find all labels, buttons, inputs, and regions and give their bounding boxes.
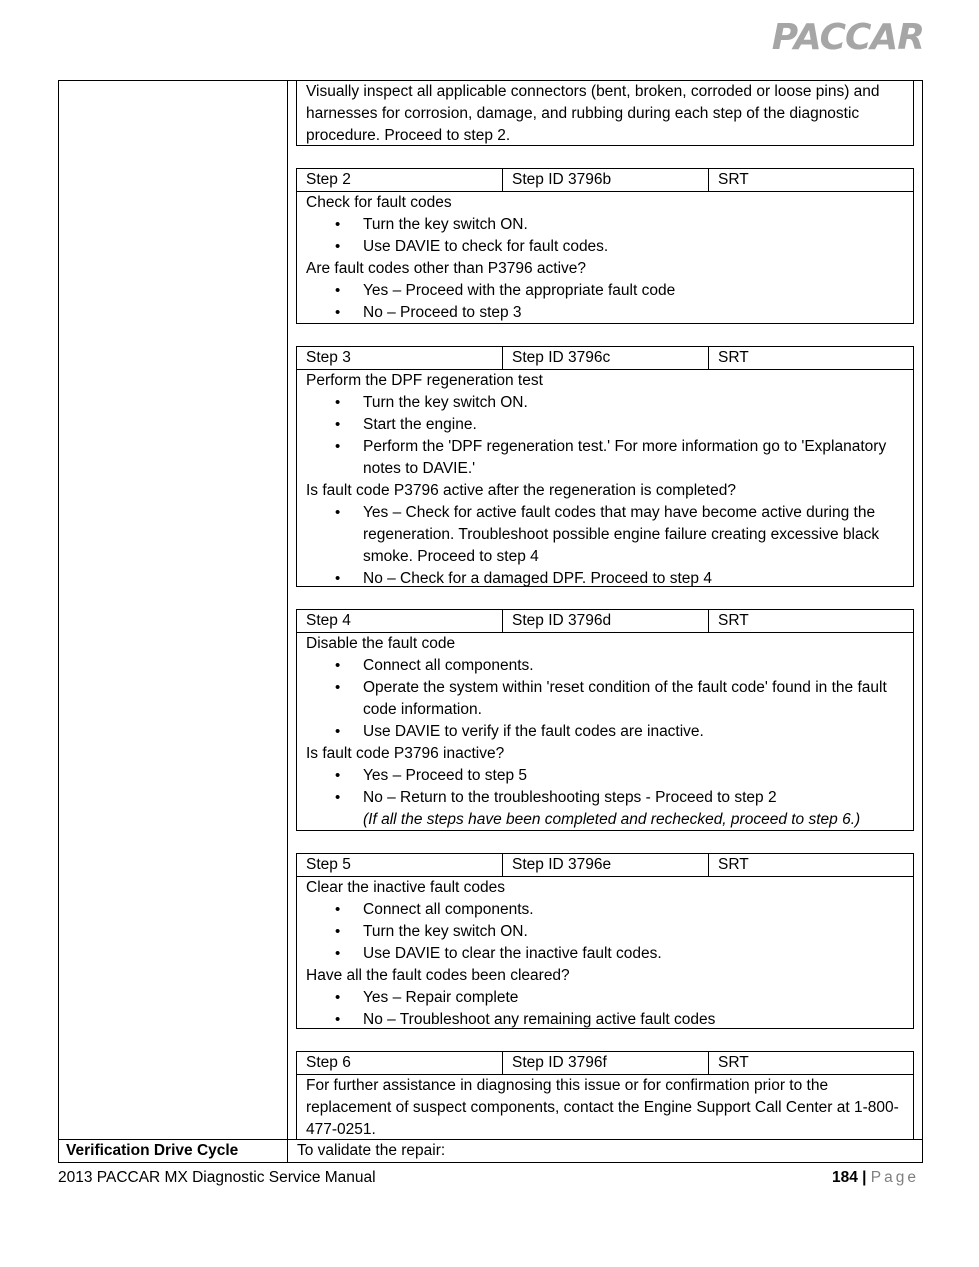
step-srt: SRT — [718, 1054, 749, 1071]
list-item: • Use DAVIE to clear the inactive fault codes. — [363, 943, 904, 965]
step-id: Step ID 3796b — [503, 169, 709, 191]
step-number: Step 4 — [297, 610, 503, 632]
list-item: • No – Check for a damaged DPF. Proceed to step 4 — [363, 568, 904, 590]
list-item: • No – Return to the troubleshooting steps - Proceed to step 2 — [363, 787, 904, 809]
intro-box — [296, 80, 914, 146]
step-question: Are fault codes other than P3796 active? — [306, 260, 587, 277]
step-text: For further assistance in diagnosing this issue or for confirmation prior to the replacement of suspect components, contact the Engine Support Call Center at 1-800-477-0251. — [306, 1077, 899, 1138]
step-title: Disable the fault code — [306, 635, 456, 652]
step-number: Step 6 — [297, 1052, 503, 1074]
list-item: • Yes – Check for active fault codes that may have become active during the regeneration. Troubleshoot possible engine failure creating excessive black smoke. Proceed to step 4 — [363, 502, 904, 568]
list-item: • Perform the 'DPF regeneration test.' For more information go to 'Explanatory notes to DAVIE.' — [363, 436, 904, 480]
step-4-box — [296, 609, 914, 831]
step-number: Step 2 — [297, 169, 503, 191]
verification-label: Verification Drive Cycle — [66, 1142, 239, 1159]
step-title: Perform the DPF regeneration test — [306, 372, 543, 389]
list-item: • No – Troubleshoot any remaining active fault codes — [363, 1009, 904, 1031]
list-item: • Operate the system within 'reset condition of the fault code' found in the fault code information. — [363, 677, 904, 721]
list-item: • Connect all components. — [363, 655, 904, 677]
step-header — [297, 1052, 913, 1075]
list-item: • Connect all components. — [363, 899, 904, 921]
step-5-box — [296, 853, 914, 1029]
step-question: Is fault code P3796 inactive? — [306, 745, 505, 762]
footer-title: 2013 PACCAR MX Diagnostic Service Manual — [58, 1169, 376, 1186]
answer-list — [306, 280, 904, 324]
step-number: Step 5 — [297, 854, 503, 876]
step-id: Step ID 3796f — [503, 1052, 709, 1074]
list-item: • Use DAVIE to verify if the fault codes are inactive. — [363, 721, 904, 743]
step-2-box — [296, 168, 914, 324]
step-question: Have all the fault codes been cleared? — [306, 967, 570, 984]
answer-list — [306, 987, 904, 1031]
footer-page — [832, 1167, 919, 1189]
action-list — [306, 899, 904, 965]
intro-text: Visually inspect all applicable connectors (bent, broken, corroded or loose pins) and harnesses for corrosion, damage, and rubbing during each step of the diagnostic procedure. Proceed to step 2. — [306, 83, 880, 144]
list-item: • Yes – Proceed with the appropriate fault code — [363, 280, 904, 302]
step-srt: SRT — [718, 856, 749, 873]
step-srt: SRT — [718, 171, 749, 188]
page-number: 184 — [831, 1169, 858, 1186]
step-id: Step ID 3796c — [503, 347, 709, 369]
list-item: • Start the engine. — [363, 414, 904, 436]
step-header — [297, 610, 913, 633]
answer-list — [306, 502, 904, 590]
column-divider — [287, 80, 288, 1162]
page-word: Page — [870, 1169, 919, 1186]
step-header — [297, 854, 913, 877]
paccar-logo: PACCAR — [771, 17, 924, 58]
list-item: • Yes – Proceed to step 5 — [363, 765, 904, 787]
list-item: • Use DAVIE to check for fault codes. — [363, 236, 904, 258]
step-srt: SRT — [718, 612, 749, 629]
step-header — [297, 347, 913, 370]
step-header — [297, 169, 913, 192]
action-list — [306, 655, 904, 743]
step-srt: SRT — [718, 349, 749, 366]
step-note: (If all the steps have been completed and rechecked, proceed to step 6.) — [363, 811, 861, 828]
step-question: Is fault code P3796 active after the regeneration is completed? — [306, 482, 736, 499]
step-number: Step 3 — [297, 347, 503, 369]
action-list — [306, 392, 904, 480]
action-list — [306, 214, 904, 258]
step-title: Clear the inactive fault codes — [306, 879, 506, 896]
step-id: Step ID 3796d — [503, 610, 709, 632]
page-separator: | — [862, 1169, 867, 1186]
step-6-box — [296, 1051, 914, 1140]
answer-list — [306, 765, 904, 831]
list-item: • Turn the key switch ON. — [363, 392, 904, 414]
step-title: Check for fault codes — [306, 194, 452, 211]
step-id: Step ID 3796e — [503, 854, 709, 876]
verification-text: To validate the repair: — [297, 1142, 446, 1159]
list-item: • No – Proceed to step 3 — [363, 302, 904, 324]
list-item: • Turn the key switch ON. — [363, 214, 904, 236]
step-3-box — [296, 346, 914, 587]
list-item: • Turn the key switch ON. — [363, 921, 904, 943]
list-item: • Yes – Repair complete — [363, 987, 904, 1009]
